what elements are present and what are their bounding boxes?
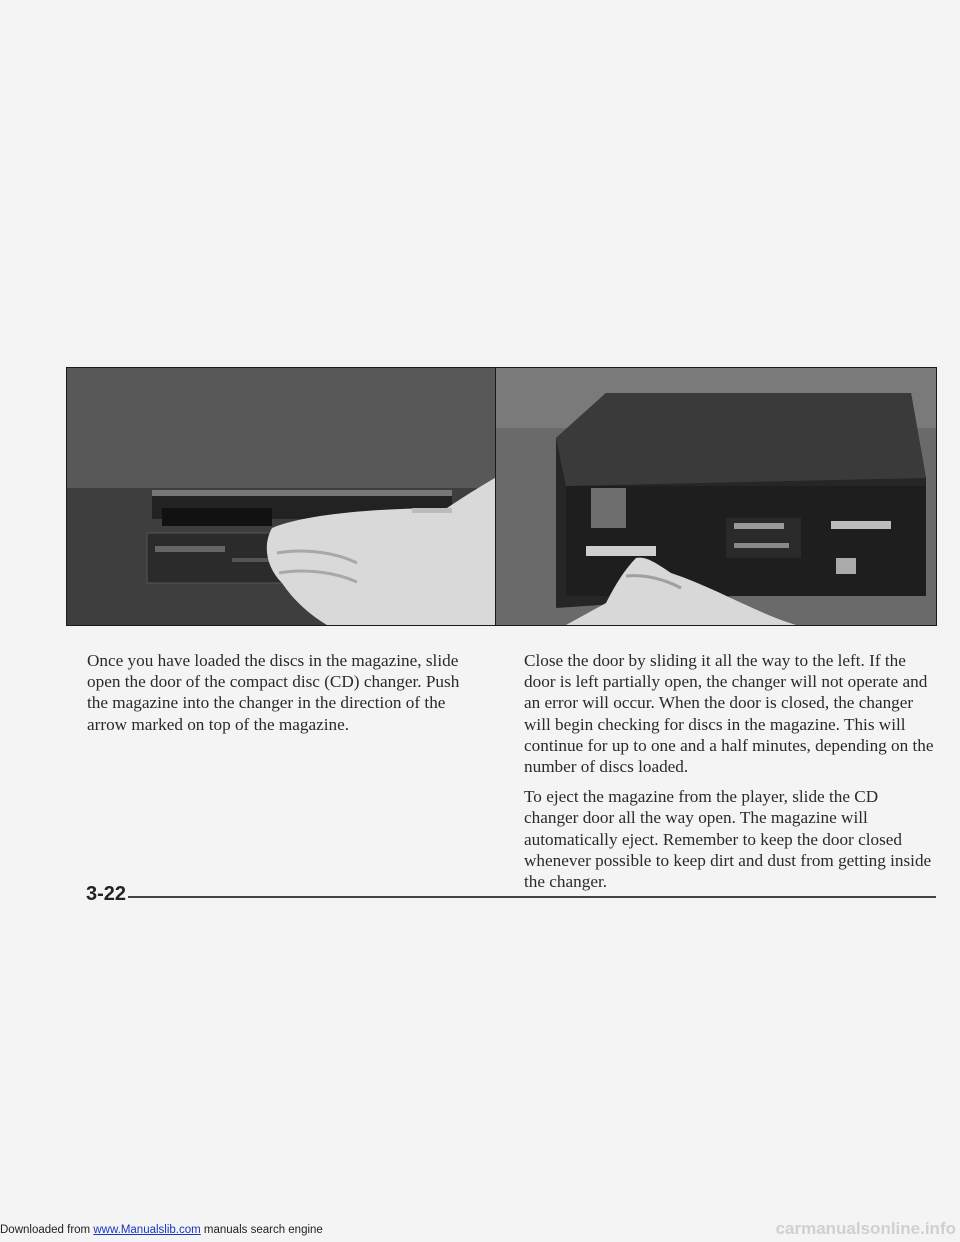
source-prefix: Downloaded from [0, 1224, 91, 1236]
source-suffix: manuals search engine [200, 1224, 323, 1236]
manualslib-link[interactable]: www.Manualslib.com [93, 1224, 201, 1236]
photo-closing-door [495, 367, 937, 626]
left-text-column [87, 650, 482, 744]
right-text-column [524, 650, 934, 901]
left-paragraph-1: Once you have loaded the discs in the magazine, slide open the door of the compact disc (CD) changer. Push the magazine into the changer in the direction of the arrow marked on top of the magazine. [87, 651, 460, 734]
right-paragraph-1: Close the door by sliding it all the way to the left. If the door is left partially open, the changer will not operate and an error will occur. When the door is closed, the changer will begin checking for discs in the magazine. This will continue for up to one and a half minutes, depending on the number of discs loaded. [524, 651, 934, 777]
page-number: 3-22 [86, 883, 127, 905]
photo-inserting-magazine [66, 367, 496, 626]
cd-changer-close-illustration [496, 368, 936, 625]
watermark: carmanualsonline.info [775, 1219, 956, 1238]
cd-changer-insert-illustration [67, 368, 495, 625]
download-source-note [0, 1224, 323, 1236]
footer-rule [128, 896, 936, 898]
right-paragraph-2: To eject the magazine from the player, slide the CD changer door all the way open. The magazine will automatically eject. Remember to keep the door closed whenever possible to keep dirt and dust from getting inside the changer. [524, 787, 932, 892]
